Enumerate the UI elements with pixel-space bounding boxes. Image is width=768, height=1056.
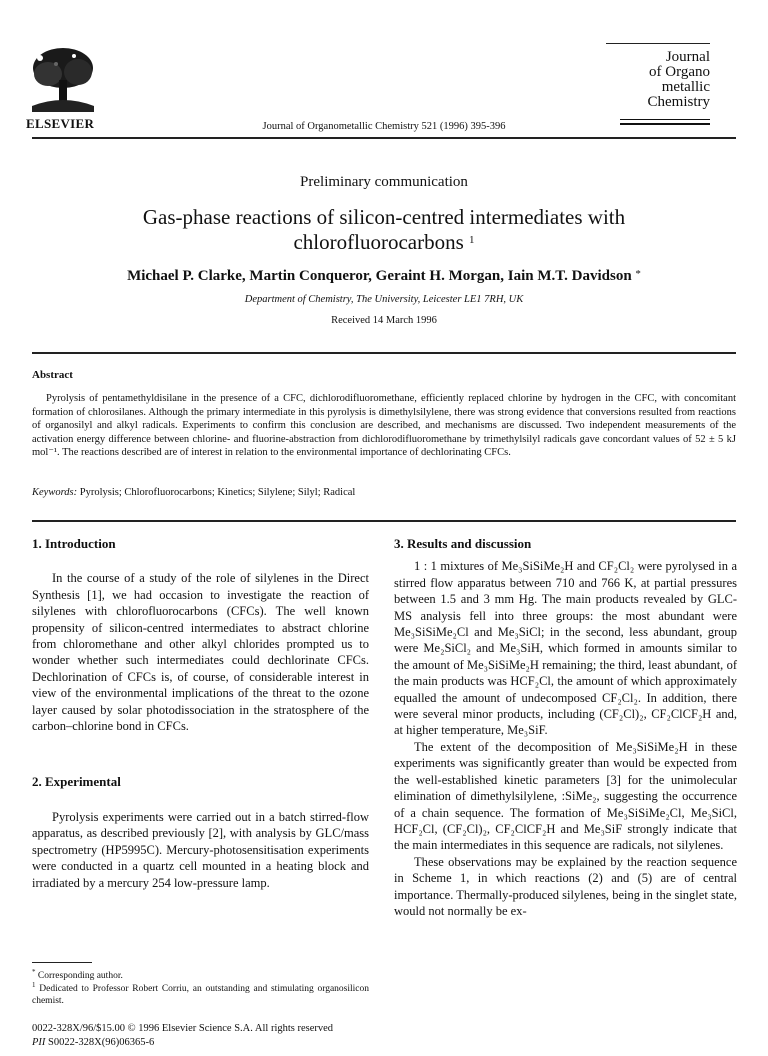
title-footnote-mark: 1 [469, 234, 475, 246]
section-heading-results: 3. Results and discussion [394, 536, 532, 551]
author-list [40, 268, 728, 285]
keywords [32, 487, 736, 498]
header-rule [32, 137, 736, 139]
footnote-mark: * [32, 968, 36, 976]
corresponding-author-mark: * [635, 268, 641, 280]
affiliation: Department of Chemistry, The University, Leicester LE1 7RH, UK [244, 294, 524, 305]
journal-logo-rule-thick [620, 123, 710, 125]
left-column [32, 536, 369, 891]
pii-line [32, 1037, 154, 1048]
introduction-paragraph: In the course of a study of the role of silylenes in the Direct Synthesis [1], we had occasion to investigate the reaction of silylenes with chlorofluorocarbons (CFCs). The well known propensity of silicon-centred intermediates to abstract chlorine from chloromethane and other alkyl chlorides prompted us to wonder whether such intermediates could dechlorinate CFCs. Dechlorination of CFCs is, of course, of considerable interest in view of the environmental implications of the threat to the ozone layer caused by solar photodissociation in the stratosphere of the carbon–chlorine bond in CFCs. [32, 571, 369, 734]
journal-logo-line: Chemistry [647, 94, 710, 110]
footnote-mark: 1 [32, 981, 36, 989]
received-date: Received 14 March 1996 [331, 315, 437, 326]
footnote-text: Dedicated to Professor Robert Corriu, an outstanding and stimulating organosilicon chemist. [32, 984, 370, 1007]
journal-logo-rule [620, 119, 710, 120]
journal-logo-line: of Organo [649, 64, 710, 80]
journal-logo-line: Journal [665, 49, 710, 65]
keywords-label: Keywords: [32, 487, 78, 498]
pii-value: S0022-328X(96)06365-6 [48, 1037, 155, 1048]
right-column [394, 536, 737, 919]
footnote-rule [32, 962, 92, 963]
abstract-text: Pyrolysis of pentamethyldisilane in the presence of a CFC, dichlorodifluoromethane, efficiently replaced chlorine by hydrogen in the CFC, with concomitant formation of chlorosilanes. Although the primary intermediate in this pyrolysis is dimethylsilylene, there was strong evidence that conversions resulted from reactions of organosilyl and alkyl radicals. Experiments to confirm this conclusion are described, and mechanisms are discussed. Two independent measurements of the activation energy difference between chlorine- and fluorine-abstraction from dichlorodifluoromethane by trimethylsilyl radicals gave concordant values of 52 ± 5 kJ mol⁻¹. The reactions described are of interest in relation to the environmental importance of dechlorinating CFCs. [32, 393, 736, 459]
article-title [80, 205, 688, 255]
abstract-rule-bottom [32, 520, 736, 522]
abstract-heading: Abstract [32, 369, 73, 381]
footnote-text: Corresponding author. [37, 971, 123, 982]
elsevier-tree-logo [28, 44, 98, 112]
results-paragraph: These observations may be explained by the reaction sequence in Scheme 1, in which reactions (2) and (5) are of central importance. Thermally-produced silylenes, being in the singlet state, would not normally be ex- [394, 854, 737, 918]
journal-citation: Journal of Organometallic Chemistry 521 (1996) 395-396 [262, 121, 506, 132]
section-heading-experimental: 2. Experimental [32, 774, 121, 790]
results-paragraph: 1 : 1 mixtures of Me₃SiSiMe₂H and CF₂Cl₂ were pyrolysed in a stirred flow apparatus between 710 and 766 K, at partial pressures between 1.5 and 3 mm Hg. The main products revealed by GLC-MS analysis fell into three groups: the most abundant were Me₃SiSiMe₂Cl and Me₃SiCl; in the second, less abundant, group were Me₂SiCl₂ and Me₃SiH, which formed in amounts similar to the amount of Me₃SiSiMe₂H remaining; the third, least abundant, of the main products was HCF₂Cl, the amount of which approximately equalled the amount of undecomposed CF₂Cl₂. In addition, there were several minor products, including (CF₂Cl)₂, CF₂ClCF₂H and, at higher temperature, Me₃SiF. [394, 559, 737, 738]
journal-logo-line: metallic [661, 79, 710, 95]
author-names: Michael P. Clarke, Martin Conqueror, Geraint H. Morgan, Iain M.T. Davidson [127, 268, 632, 284]
journal-logo-rule-top [606, 43, 710, 44]
pii-label: PII [32, 1037, 46, 1048]
results-paragraph: The extent of the decomposition of Me₃SiSiMe₂H in these experiments was significantly greater than would be expected from the well-established kinetic parameters [3] for the unimolecular elimination of dimethylsilylene, :SiMe₂, suggesting the occurrence of a chain sequence. The formation of Me₃SiSiMe₂Cl, Me₃SiCl, HCF₂Cl, (CF₂Cl)₂, CF₂ClCF₂H and Me₃SiF strongly indicate that the main intermediates in this sequence are radicals, not silylenes. [394, 739, 737, 853]
section-heading-introduction: 1. Introduction [32, 536, 116, 551]
copyright-line: 0022-328X/96/$15.00 © 1996 Elsevier Science S.A. All rights reserved [32, 1023, 334, 1034]
article-title-text: Gas-phase reactions of silicon-centred intermediates with chlorofluorocarbons [142, 205, 626, 254]
abstract-rule-top [32, 352, 736, 354]
footnote-dedication [32, 979, 369, 1007]
keywords-list: Pyrolysis; Chlorofluorocarbons; Kinetics; Silylene; Silyl; Radical [79, 487, 356, 498]
publisher-name: ELSEVIER [26, 116, 95, 131]
article-type: Preliminary communication [300, 174, 468, 190]
journal-logo [612, 50, 710, 110]
experimental-paragraph: Pyrolysis experiments were carried out in a batch stirred-flow apparatus, as described previously [2], with analysis by GLC/mass spectrometry (HP5995C). Mercury-photosensitisation experiments were conducted in a quartz cell mounted in a heating block and irradiated by a mercury 254 low-pressure lamp. [32, 809, 369, 890]
